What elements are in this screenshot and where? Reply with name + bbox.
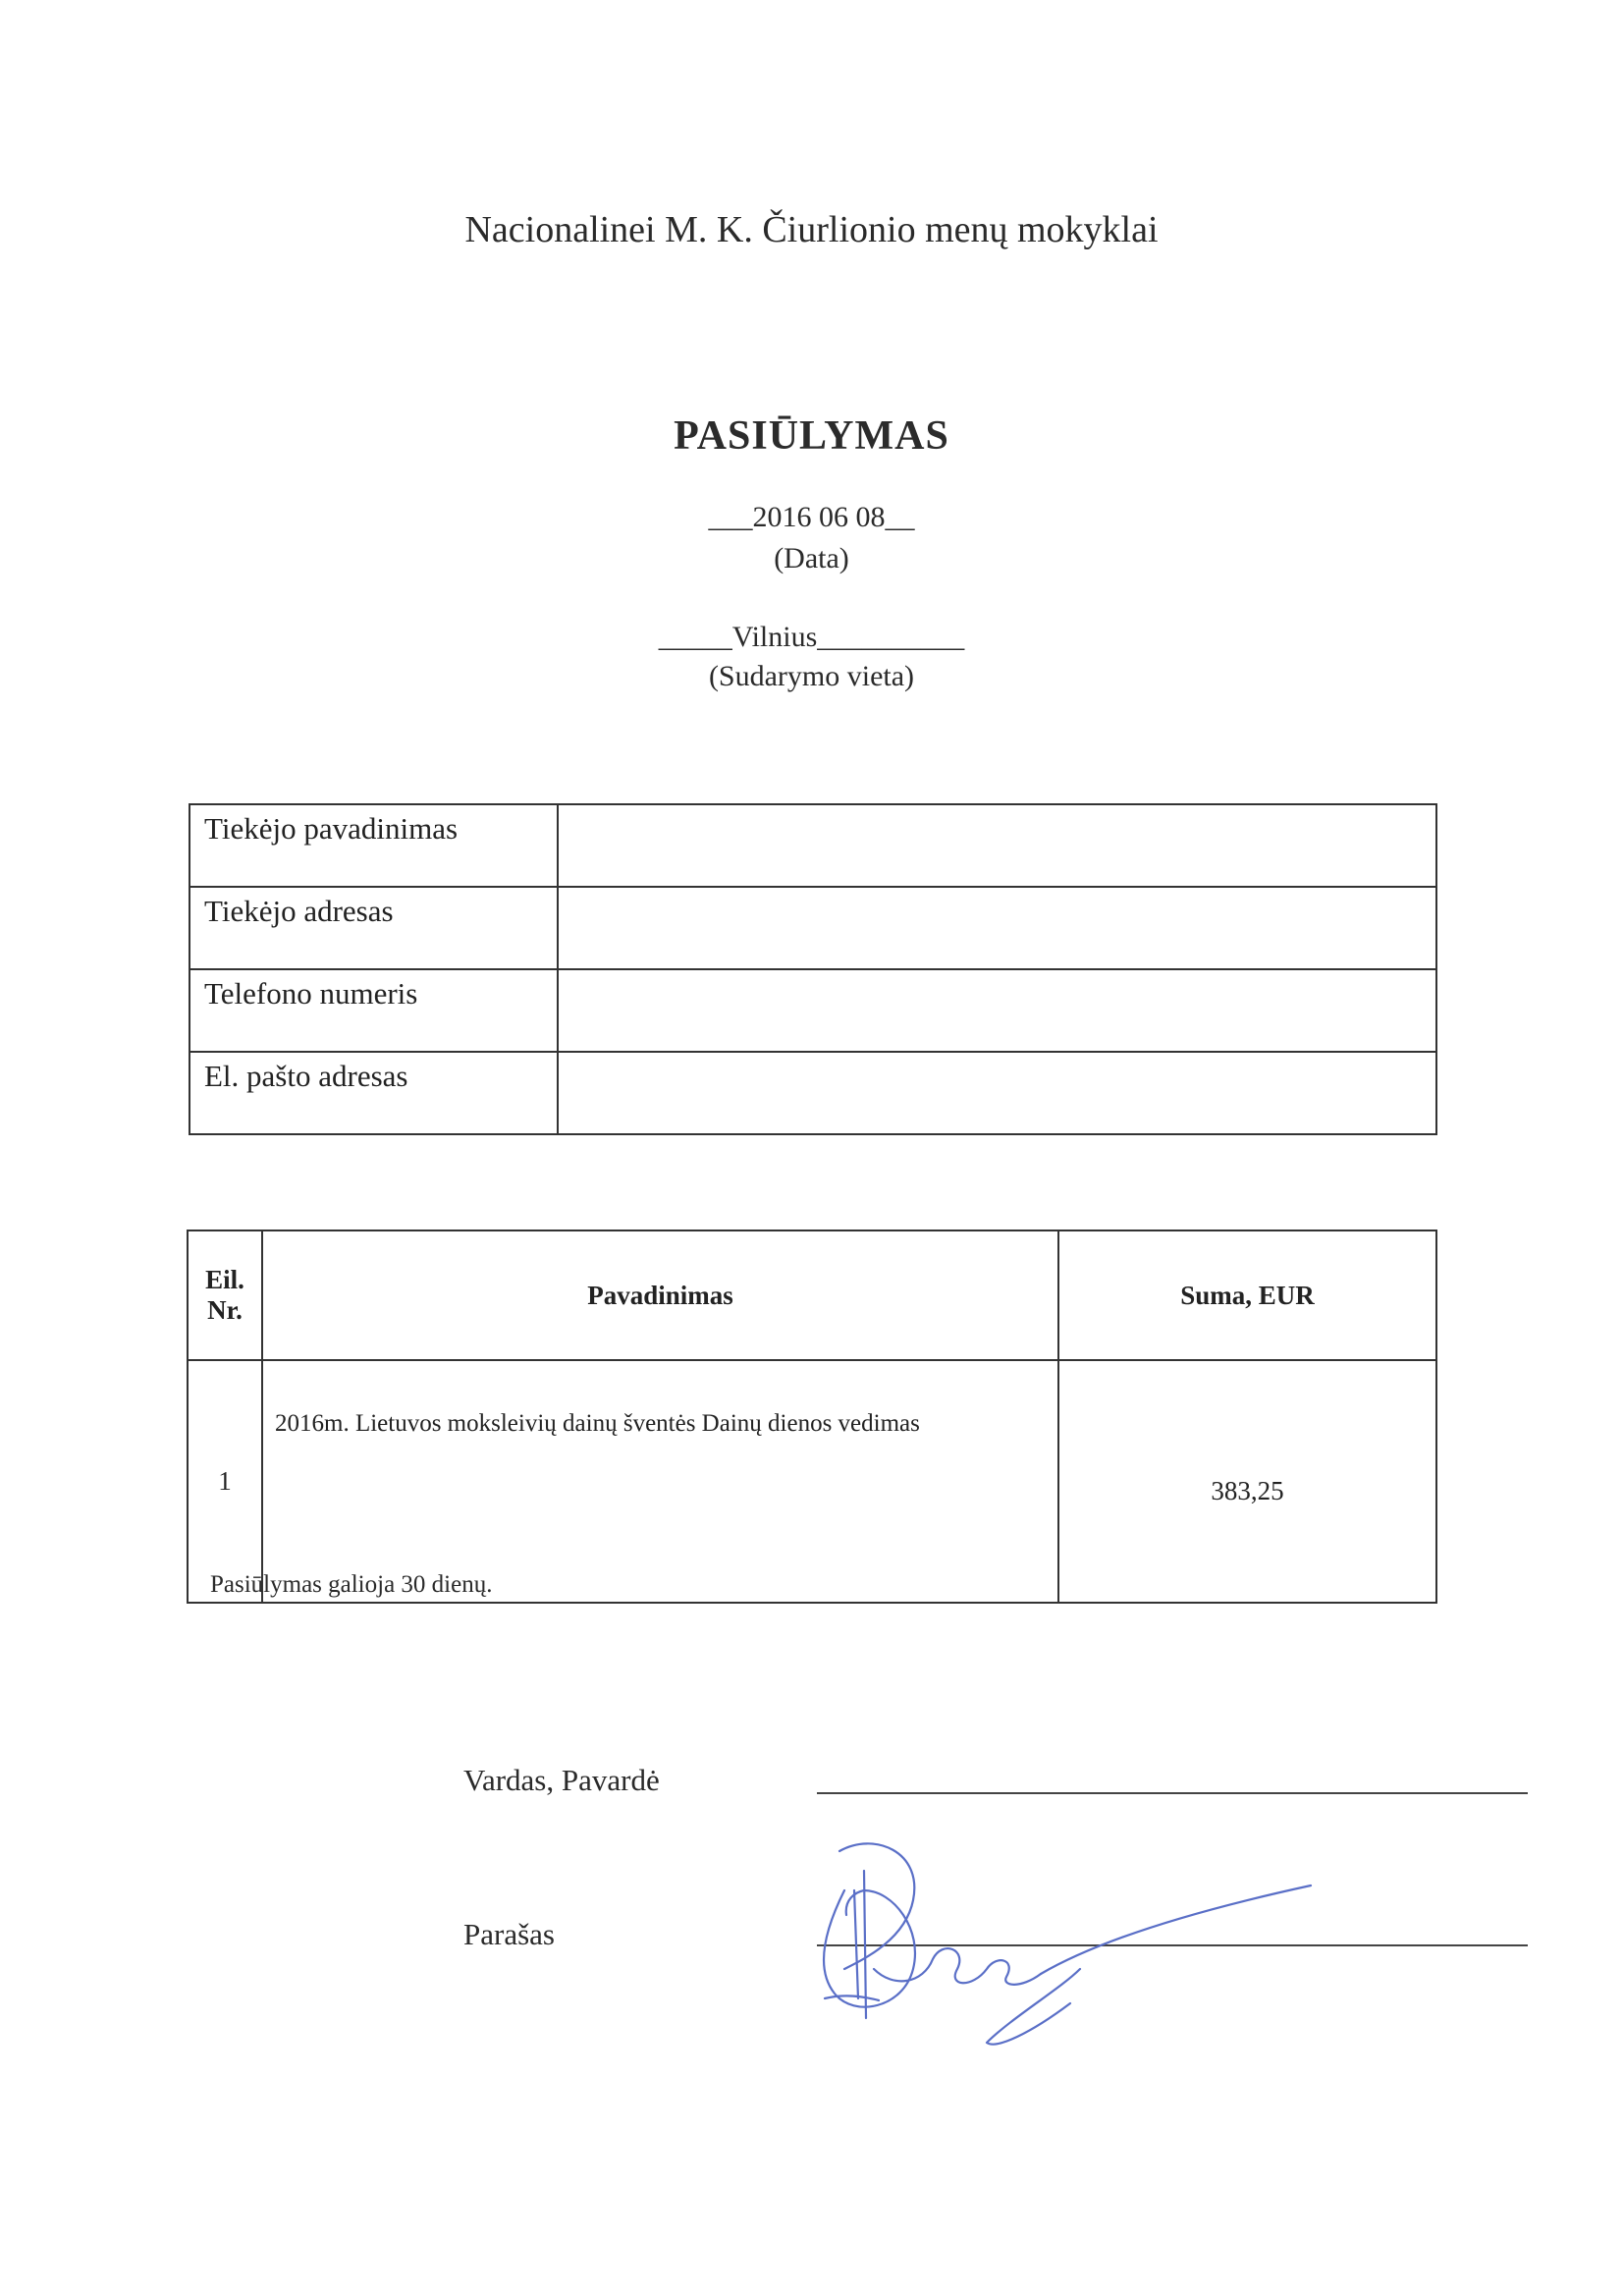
date-line: ___2016 06 08__ <box>708 501 915 533</box>
name-label: Vardas, Pavardė <box>463 1763 660 1797</box>
supplier-address-value <box>558 887 1436 969</box>
supplier-row-phone <box>189 969 1436 1052</box>
item-sum: 383,25 <box>1058 1360 1436 1603</box>
handwritten-signature <box>785 1822 1335 2057</box>
date-caption: (Data) <box>774 542 849 574</box>
supplier-name-value <box>558 804 1436 887</box>
place-line: _____Vilnius__________ <box>658 621 965 653</box>
items-table <box>187 1230 1437 1604</box>
header-sum: Suma, EUR <box>1058 1230 1436 1360</box>
table-row <box>188 1360 1436 1603</box>
supplier-row-address <box>189 887 1436 969</box>
place-caption: (Sudarymo vieta) <box>708 660 915 692</box>
header-name: Pavadinimas <box>262 1230 1058 1360</box>
supplier-table <box>189 803 1437 1135</box>
document-title: PASIŪLYMAS <box>674 413 949 459</box>
supplier-name-label: Tiekėjo pavadinimas <box>189 804 558 887</box>
supplier-row-name <box>189 804 1436 887</box>
item-name: 2016m. Lietuvos moksleivių dainų šventės Dainų dienos vedimas <box>262 1360 1058 1603</box>
header-nr: Eil. Nr. <box>188 1230 262 1360</box>
items-header-row <box>188 1230 1436 1360</box>
name-underline <box>817 1792 1528 1794</box>
validity-note: Pasiūlymas galioja 30 dienų. <box>210 1571 493 1598</box>
item-nr: 1 <box>188 1360 262 1603</box>
supplier-phone-label: Telefono numeris <box>189 969 558 1052</box>
supplier-row-email <box>189 1052 1436 1134</box>
signature-label: Parašas <box>463 1917 555 1951</box>
supplier-address-label: Tiekėjo adresas <box>189 887 558 969</box>
supplier-phone-value <box>558 969 1436 1052</box>
addressee: Nacionalinei M. K. Čiurlionio menų mokyklai <box>464 209 1159 250</box>
supplier-email-label: El. pašto adresas <box>189 1052 558 1134</box>
supplier-email-value <box>558 1052 1436 1134</box>
